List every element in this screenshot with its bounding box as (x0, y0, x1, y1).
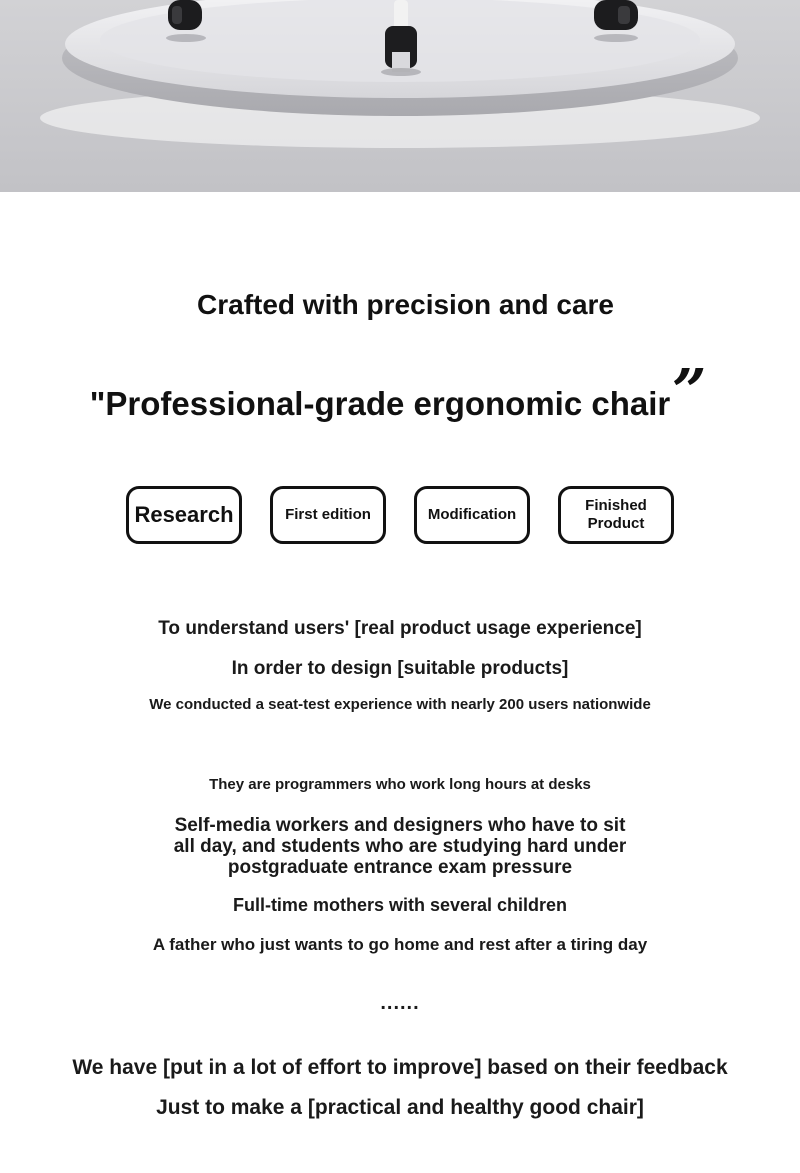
step-label: Finished Product (585, 497, 647, 532)
user-group-line: A father who just wants to go home and rest after a tiring day (152, 935, 648, 954)
user-group-text: Self-media workers and designers who have to sit all day, and students who are studying hard under postgraduate entrance exam pressure (173, 815, 627, 878)
headline-quote-text: "Professional-grade ergonomic chair (89, 385, 671, 422)
section-title: Crafted with precision and care (197, 289, 614, 320)
step-label: Research (134, 502, 234, 527)
intro-line: We conducted a seat-test experience with nearly 200 users nationwide (149, 696, 651, 713)
user-group-line (0, 815, 800, 878)
hero-image-chair-base (0, 0, 800, 192)
intro-line: To understand users' [real product usage experience] (158, 618, 642, 639)
right-caster (594, 0, 638, 42)
step-label: First edition (285, 506, 371, 523)
step-label: Modification (427, 506, 517, 523)
step-finished-product (558, 486, 674, 544)
closing-line: We have [put in a lot of effort to improve] based on their feedback (72, 1056, 728, 1079)
user-group-line: They are programmers who work long hours at desks (209, 776, 591, 793)
step-first-edition (270, 486, 386, 544)
ellipsis: ...... (380, 992, 420, 1014)
closing-line: Just to make a [practical and healthy good chair] (156, 1096, 644, 1119)
close-quote-icon: ” (672, 357, 707, 427)
user-group-line: Full-time mothers with several children (232, 895, 568, 915)
left-caster (166, 0, 206, 42)
step-modification (414, 486, 530, 544)
chair-base-illustration (0, 0, 800, 192)
step-research (126, 486, 242, 544)
process-steps (0, 486, 800, 546)
intro-line: In order to design [suitable products] (231, 658, 569, 679)
